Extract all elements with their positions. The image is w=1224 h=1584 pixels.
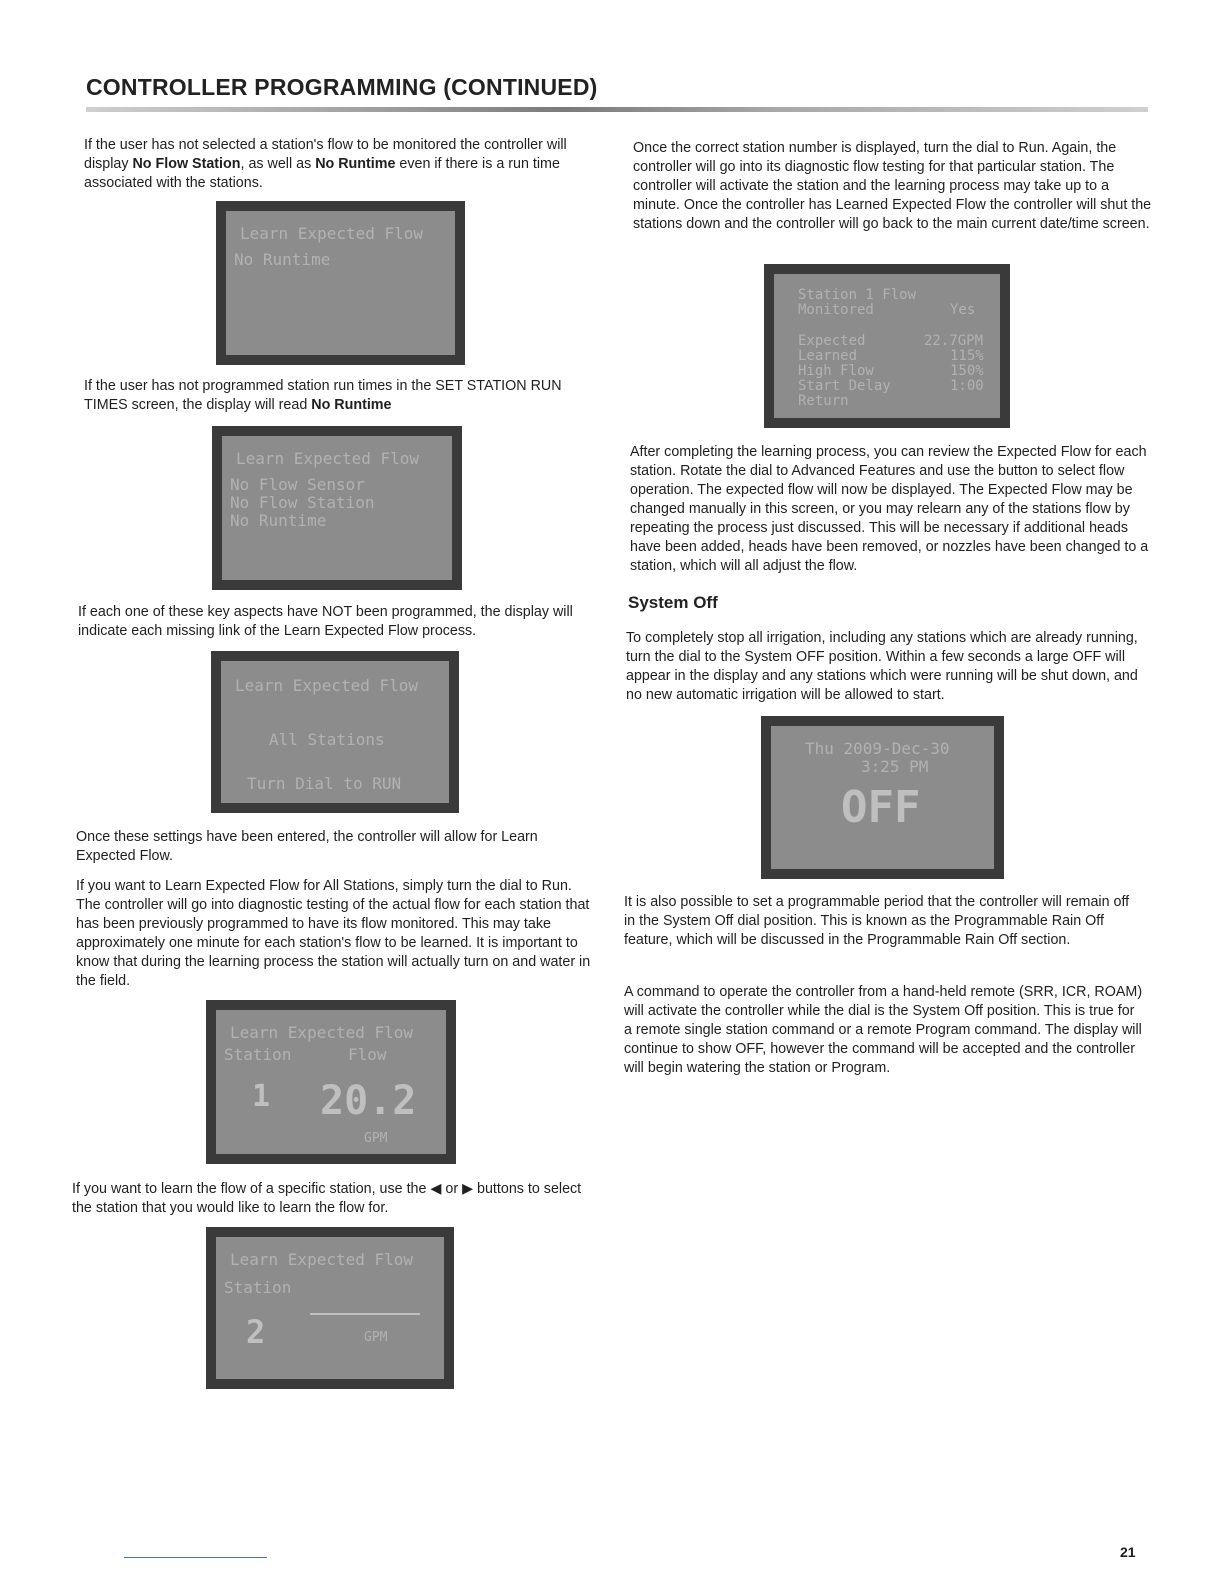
left-paragraph-5: If you want to Learn Expected Flow for All Stations, simply turn the dial to Run. The controller will go into diagnostic testing of the actual flow for each station that has been previously programmed to have its flow monitored. This may take approximately one minute for each station's flow to be learned. It is important to know that during the learning process the station will actually turn on and water in the field. xyxy=(76,878,591,989)
lcd-line: No Flow Sensor xyxy=(230,475,365,494)
text: , as well as xyxy=(240,156,316,172)
lcd-line: Start Delay xyxy=(798,378,891,394)
title-rule xyxy=(86,107,1148,112)
lcd-station-number: 1 xyxy=(252,1079,271,1114)
section-heading-system-off: System Off xyxy=(628,593,718,612)
lcd-empty-value-dash xyxy=(310,1313,420,1315)
lcd-line: Station xyxy=(224,1045,292,1064)
left-paragraph-3: If each one of these key aspects have NOT been programmed, the display will indicate each missing link of the Learn Expected Flow process. xyxy=(78,604,573,639)
lcd-line: Station xyxy=(224,1278,292,1297)
lcd-line: No Runtime xyxy=(234,250,331,269)
lcd-unit: GPM xyxy=(364,1131,388,1146)
lcd-line: Thu 2009-Dec-30 xyxy=(805,739,950,758)
lcd-value: Yes xyxy=(950,302,976,318)
lcd-line: All Stations xyxy=(269,730,385,749)
bold-text: No Runtime xyxy=(315,156,396,172)
right-paragraph-4: It is also possible to set a programmable period that the controller will remain off in the System Off dial position. This is known as the Programmable Rain Off feature, which will be discussed in the Programmable Rain Off section. xyxy=(624,894,1130,948)
lcd-value: 22.7GPM xyxy=(924,333,984,349)
lcd-value: 150% xyxy=(950,363,984,379)
footer-rule xyxy=(124,1557,267,1558)
lcd-line: 3:25 PM xyxy=(861,757,929,776)
lcd-line: No Runtime xyxy=(230,511,327,530)
right-paragraph-1: Once the correct station number is displayed, turn the dial to Run. Again, the controller will go into its diagnostic flow testing for that particular station. The controller will activate the station and the learning process may take up to a minute. Once the controller has Learned Expected Flow the controller will shut the stations down and the controller will go back to the main current date/time screen. xyxy=(633,140,1152,232)
lcd-value: 115% xyxy=(950,348,984,364)
lcd-screen-missing-items xyxy=(212,426,462,590)
lcd-line: Learn Expected Flow xyxy=(240,224,424,243)
lcd-screen-no-runtime xyxy=(216,201,465,365)
lcd-value: 1:00 xyxy=(950,378,984,394)
bold-text: No Flow Station xyxy=(132,156,241,172)
lcd-line: Learn Expected Flow xyxy=(230,1023,414,1042)
lcd-line: Expected xyxy=(798,333,866,349)
page-number: 21 xyxy=(1120,1544,1136,1560)
text: If the user has not programmed station run times in the SET STATION RUN TIMES screen, the display will read xyxy=(84,378,562,413)
lcd-unit: GPM xyxy=(364,1330,388,1345)
lcd-station-number: 2 xyxy=(246,1313,266,1351)
left-paragraph-2 xyxy=(84,377,604,415)
lcd-screen-off xyxy=(761,716,1004,879)
right-paragraph-2: After completing the learning process, you can review the Expected Flow for each station. Rotate the dial to Advanced Features and use the button to select flow operation. The expected flow will now be displayed. The Expected Flow may be changed manually in this screen, or you may relearn any of the stations flow by repeating the process just discussed. This will be necessary if additional heads have been added, heads have been removed, or nozzles have been changed to a station, which will all adjust the flow. xyxy=(630,444,1149,574)
lcd-screen-station-flow-review xyxy=(764,264,1010,428)
lcd-line: High Flow xyxy=(798,363,874,379)
lcd-off-indicator: OFF xyxy=(841,782,921,833)
lcd-screen-specific-station xyxy=(206,1227,454,1389)
right-paragraph-5: A command to operate the controller from a hand-held remote (SRR, ICR, ROAM) will activate the controller while the dial is the System Off position. This is true for a remote single station command or a remote Program command. The display will continue to show OFF, however the command will be accepted and the controller will begin watering the station or Program. xyxy=(624,984,1143,1076)
left-paragraph-1 xyxy=(84,136,594,193)
lcd-line: No Flow Station xyxy=(230,493,375,512)
lcd-line: Learn Expected Flow xyxy=(236,449,420,468)
page-title: CONTROLLER PROGRAMMING (CONTINUED) xyxy=(86,74,598,100)
left-paragraph-6: If you want to learn the flow of a specific station, use the ◀ or ▶ buttons to select the station that you would like to learn the flow for. xyxy=(72,1181,582,1216)
lcd-line: Flow xyxy=(348,1045,387,1064)
lcd-line: Station 1 Flow xyxy=(798,287,917,303)
text: even if there is a run time associated with the stations. xyxy=(84,156,560,191)
text: If the user has not selected a station's flow to be monitored the controller will display xyxy=(84,137,567,172)
lcd-flow-value: 20.2 xyxy=(320,1078,417,1124)
lcd-line: Return xyxy=(798,393,849,409)
lcd-line: Learned xyxy=(798,348,858,364)
lcd-screen-all-stations xyxy=(211,651,459,813)
lcd-screen-station-flow xyxy=(206,1000,456,1164)
left-paragraph-4: Once these settings have been entered, the controller will allow for Learn Expected Flow. xyxy=(76,829,538,864)
lcd-line: Learn Expected Flow xyxy=(230,1250,414,1269)
lcd-line: Monitored xyxy=(798,302,874,318)
right-paragraph-3: To completely stop all irrigation, including any stations which are already running, turn the dial to the System OFF position. Within a few seconds a large OFF will appear in the display and any stations which were running will be shut down, and no new automatic irrigation will be allowed to start. xyxy=(626,630,1138,703)
lcd-line: Turn Dial to RUN xyxy=(247,774,402,793)
bold-text: No Runtime xyxy=(311,397,392,413)
lcd-line: Learn Expected Flow xyxy=(235,676,419,695)
